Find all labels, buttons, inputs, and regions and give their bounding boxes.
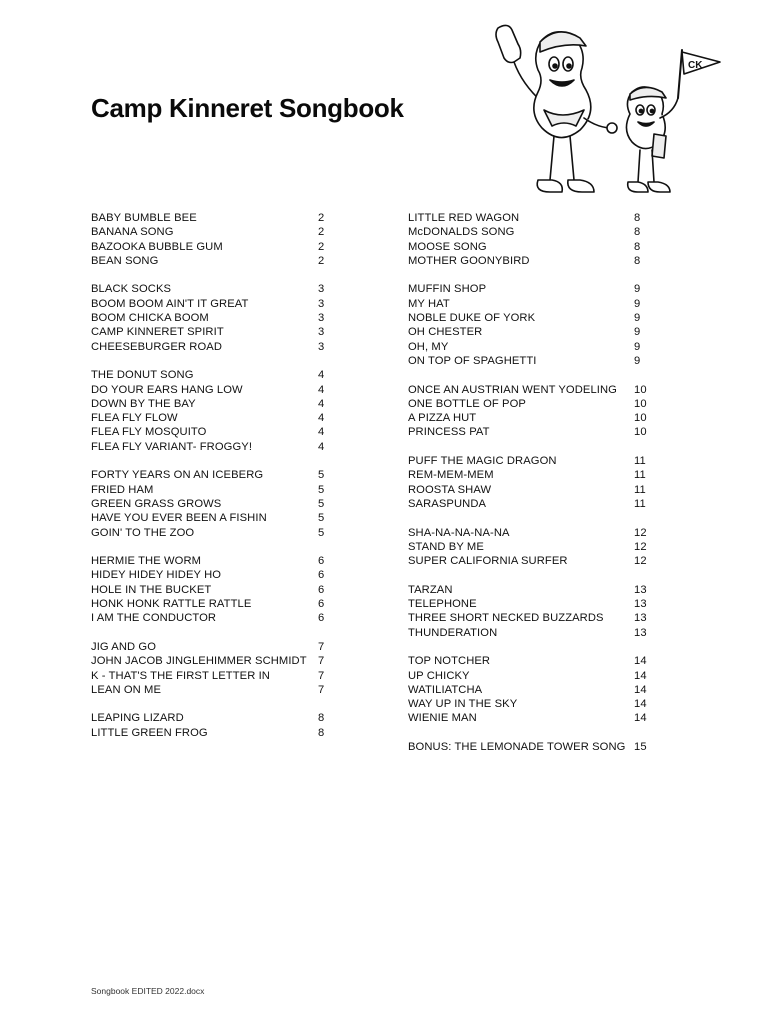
song-title: LITTLE GREEN FROG <box>91 726 208 739</box>
toc-left-column <box>91 211 331 754</box>
song-title: PUFF THE MAGIC DRAGON <box>408 455 557 468</box>
song-title: HONK HONK RATTLE RATTLE <box>91 598 252 611</box>
page-number: 5 <box>318 483 325 496</box>
toc-entry <box>91 483 331 497</box>
toc-group <box>408 583 658 640</box>
toc-group <box>408 526 658 569</box>
page-number: 5 <box>318 526 325 539</box>
toc-entry <box>408 225 658 239</box>
page-number: 7 <box>318 683 325 696</box>
song-title: ONE BOTTLE OF POP <box>408 397 526 410</box>
page-number: 14 <box>634 683 647 696</box>
toc-entry <box>408 340 658 354</box>
page-number: 10 <box>634 383 647 396</box>
toc-entry <box>408 683 658 697</box>
page-number: 14 <box>634 698 647 711</box>
toc-entry <box>91 526 331 540</box>
song-title: THUNDERATION <box>408 626 498 639</box>
song-title: ON TOP OF SPAGHETTI <box>408 354 537 367</box>
song-title: JIG AND GO <box>91 640 157 653</box>
page-number: 8 <box>634 240 641 253</box>
page-number: 5 <box>318 469 325 482</box>
toc-entry <box>408 483 658 497</box>
toc-entry <box>408 597 658 611</box>
page-number: 10 <box>634 426 647 439</box>
toc-entry <box>408 540 658 554</box>
toc-entry <box>91 497 331 511</box>
toc-entry <box>91 225 331 239</box>
song-title: JOHN JACOB JINGLEHIMMER SCHMIDT <box>91 655 307 668</box>
toc-entry <box>91 397 331 411</box>
toc-group <box>91 468 331 539</box>
toc-group <box>91 211 331 268</box>
page-number: 11 <box>634 469 646 482</box>
page-number: 6 <box>318 583 325 596</box>
page-number: 3 <box>318 312 325 325</box>
page-number: 4 <box>318 369 325 382</box>
page-number: 11 <box>634 455 646 468</box>
song-title: BABY BUMBLE BEE <box>91 212 197 224</box>
song-title: TARZAN <box>408 583 453 596</box>
page-number: 11 <box>634 497 646 510</box>
toc-entry <box>91 640 331 654</box>
toc-entry <box>91 368 331 382</box>
toc-group <box>408 383 658 440</box>
song-title: TELEPHONE <box>408 598 477 611</box>
page-number: 6 <box>318 598 325 611</box>
song-title: GREEN GRASS GROWS <box>91 497 222 510</box>
page-number: 3 <box>318 297 325 310</box>
page-number: 9 <box>634 297 641 310</box>
toc-entry <box>91 683 331 697</box>
song-title: BOOM CHICKA BOOM <box>91 312 209 325</box>
song-title: FLEA FLY VARIANT- FROGGY! <box>91 440 253 453</box>
toc-entry <box>408 669 658 683</box>
page-number: 4 <box>318 426 325 439</box>
song-title: THREE SHORT NECKED BUZZARDS <box>408 612 604 625</box>
toc-entry <box>91 411 331 425</box>
toc-entry <box>408 411 658 425</box>
song-title: CHEESEBURGER ROAD <box>91 340 223 353</box>
song-title: FLEA FLY MOSQUITO <box>91 426 207 439</box>
toc-entry <box>91 211 331 225</box>
page-number: 5 <box>318 497 325 510</box>
page-number: 2 <box>318 254 325 267</box>
page-number: 10 <box>634 412 647 425</box>
toc-entry <box>408 325 658 339</box>
toc-group <box>91 282 331 353</box>
toc-entry <box>408 526 658 540</box>
song-title: HERMIE THE WORM <box>91 555 202 568</box>
song-title: DOWN BY THE BAY <box>91 397 196 410</box>
song-title: NOBLE DUKE OF YORK <box>408 312 536 325</box>
song-title: MOTHER GOONYBIRD <box>408 254 530 267</box>
toc-entry <box>91 425 331 439</box>
page-number: 3 <box>318 283 325 296</box>
toc-group <box>408 740 658 754</box>
page-number: 4 <box>318 412 325 425</box>
song-title: UP CHICKY <box>408 669 470 682</box>
page-number: 14 <box>634 655 647 668</box>
toc-entry <box>408 583 658 597</box>
page-number: 4 <box>318 440 325 453</box>
toc-entry <box>408 468 658 482</box>
song-title: FORTY YEARS ON AN ICEBERG <box>91 469 264 482</box>
toc-entry <box>408 425 658 439</box>
page-number: 8 <box>318 712 325 725</box>
page-number: 8 <box>318 726 325 739</box>
song-title: DO YOUR EARS HANG LOW <box>91 383 243 396</box>
song-title: GOIN' TO THE ZOO <box>91 526 195 539</box>
toc-entry <box>408 554 658 568</box>
toc-entry <box>91 325 331 339</box>
toc-right-column <box>408 211 658 769</box>
song-title: LEAN ON ME <box>91 683 162 696</box>
page-number: 8 <box>634 226 641 239</box>
song-title: ROOSTA SHAW <box>408 483 492 496</box>
toc-entry <box>91 583 331 597</box>
song-title: I AM THE CONDUCTOR <box>91 612 217 625</box>
page-number: 7 <box>318 640 325 653</box>
song-title: SARASPUNDA <box>408 497 487 510</box>
song-title: LEAPING LIZARD <box>91 712 184 725</box>
song-title: REM-MEM-MEM <box>408 469 494 482</box>
toc-entry <box>91 311 331 325</box>
song-title: McDONALDS SONG <box>408 226 515 239</box>
page-number: 2 <box>318 212 325 224</box>
page-number: 7 <box>318 655 325 668</box>
song-title: OH CHESTER <box>408 326 483 339</box>
toc-entry <box>408 654 658 668</box>
page-number: 3 <box>318 340 325 353</box>
toc-entry <box>91 340 331 354</box>
page-number: 13 <box>634 598 647 611</box>
toc-entry <box>91 554 331 568</box>
toc-entry <box>408 383 658 397</box>
pennant-label: CK <box>688 60 703 71</box>
song-title: SHA-NA-NA-NA-NA <box>408 526 510 539</box>
toc-entry <box>91 240 331 254</box>
song-title: WATILIATCHA <box>408 683 483 696</box>
toc-entry <box>408 211 658 225</box>
song-title: WAY UP IN THE SKY <box>408 698 518 711</box>
song-title: BONUS: THE LEMONADE TOWER SONG <box>408 740 626 753</box>
toc-entry <box>408 282 658 296</box>
song-title: A PIZZA HUT <box>408 412 477 425</box>
song-title: BEAN SONG <box>91 254 159 267</box>
page-number: 4 <box>318 383 325 396</box>
page-number: 9 <box>634 312 641 325</box>
toc-entry <box>91 654 331 668</box>
toc-entry <box>408 240 658 254</box>
toc-group <box>91 554 331 625</box>
toc-entry <box>408 697 658 711</box>
song-title: CAMP KINNERET SPIRIT <box>91 326 224 339</box>
toc-entry <box>91 254 331 268</box>
toc-entry <box>91 597 331 611</box>
song-title: OH, MY <box>408 340 449 353</box>
toc-group <box>91 640 331 697</box>
page-number: 9 <box>634 326 641 339</box>
song-title: LITTLE RED WAGON <box>408 212 520 224</box>
toc-entry <box>408 626 658 640</box>
page-number: 9 <box>634 340 641 353</box>
song-title: HIDEY HIDEY HIDEY HO <box>91 569 222 582</box>
song-title: MUFFIN SHOP <box>408 283 487 296</box>
song-title: MY HAT <box>408 297 450 310</box>
page-number: 2 <box>318 226 325 239</box>
song-title: WIENIE MAN <box>408 712 477 725</box>
page-number: 7 <box>318 669 325 682</box>
song-title: TOP NOTCHER <box>408 655 491 668</box>
toc-entry <box>91 611 331 625</box>
toc-entry <box>408 740 658 754</box>
toc-entry <box>408 354 658 368</box>
page-number: 12 <box>634 555 647 568</box>
footer-filename: Songbook EDITED 2022.docx <box>91 986 205 996</box>
page-number: 8 <box>634 212 641 224</box>
song-title: ONCE AN AUSTRIAN WENT YODELING <box>408 383 617 396</box>
song-title: K - THAT'S THE FIRST LETTER IN <box>91 669 270 682</box>
page-number: 6 <box>318 569 325 582</box>
page-number: 9 <box>634 283 641 296</box>
page-number: 10 <box>634 397 647 410</box>
page-number: 9 <box>634 354 641 367</box>
toc-entry <box>408 454 658 468</box>
page-number: 4 <box>318 397 325 410</box>
page-number: 13 <box>634 612 647 625</box>
page-title: Camp Kinneret Songbook <box>91 93 404 123</box>
toc-entry <box>91 282 331 296</box>
toc-entry <box>408 397 658 411</box>
page-number: 15 <box>634 740 647 753</box>
page-number: 13 <box>634 583 647 596</box>
toc-entry <box>408 311 658 325</box>
song-title: HAVE YOU EVER BEEN A FISHIN <box>91 512 267 525</box>
toc-entry <box>408 254 658 268</box>
toc-entry <box>91 511 331 525</box>
toc-entry <box>91 726 331 740</box>
toc-group <box>91 711 331 740</box>
page-number: 6 <box>318 612 325 625</box>
page-number: 2 <box>318 240 325 253</box>
page-number: 12 <box>634 526 647 539</box>
toc-entry <box>91 669 331 683</box>
toc-entry <box>408 711 658 725</box>
song-title: FLEA FLY FLOW <box>91 412 178 425</box>
page-number: 14 <box>634 712 647 725</box>
song-title: HOLE IN THE BUCKET <box>91 583 212 596</box>
page-number: 11 <box>634 483 646 496</box>
song-title: BLACK SOCKS <box>91 283 172 296</box>
toc-group <box>408 282 658 368</box>
toc-entry <box>91 440 331 454</box>
song-title: BAZOOKA BUBBLE GUM <box>91 240 223 253</box>
page-number: 8 <box>634 254 641 267</box>
toc-entry <box>91 568 331 582</box>
song-title: SUPER CALIFORNIA SURFER <box>408 555 568 568</box>
toc-group <box>408 654 658 725</box>
toc-entry <box>91 297 331 311</box>
song-title: THE DONUT SONG <box>91 369 194 382</box>
toc-entry <box>408 611 658 625</box>
toc-entry <box>91 711 331 725</box>
toc-group <box>91 368 331 454</box>
camp-mascots-illustration <box>484 22 724 204</box>
toc-entry <box>91 468 331 482</box>
toc-entry <box>408 497 658 511</box>
song-title: FRIED HAM <box>91 483 154 496</box>
page-number: 3 <box>318 326 325 339</box>
page-number: 6 <box>318 555 325 568</box>
song-title: MOOSE SONG <box>408 240 487 253</box>
toc-entry <box>408 297 658 311</box>
song-title: STAND BY ME <box>408 540 484 553</box>
toc-entry <box>91 383 331 397</box>
page-number: 14 <box>634 669 647 682</box>
page-number: 5 <box>318 512 325 525</box>
song-title: BANANA SONG <box>91 226 174 239</box>
page-number: 12 <box>634 540 647 553</box>
page-number: 13 <box>634 626 647 639</box>
toc-group <box>408 454 658 511</box>
toc-group <box>408 211 658 268</box>
song-title: BOOM BOOM AIN'T IT GREAT <box>91 297 249 310</box>
song-title: PRINCESS PAT <box>408 426 490 439</box>
